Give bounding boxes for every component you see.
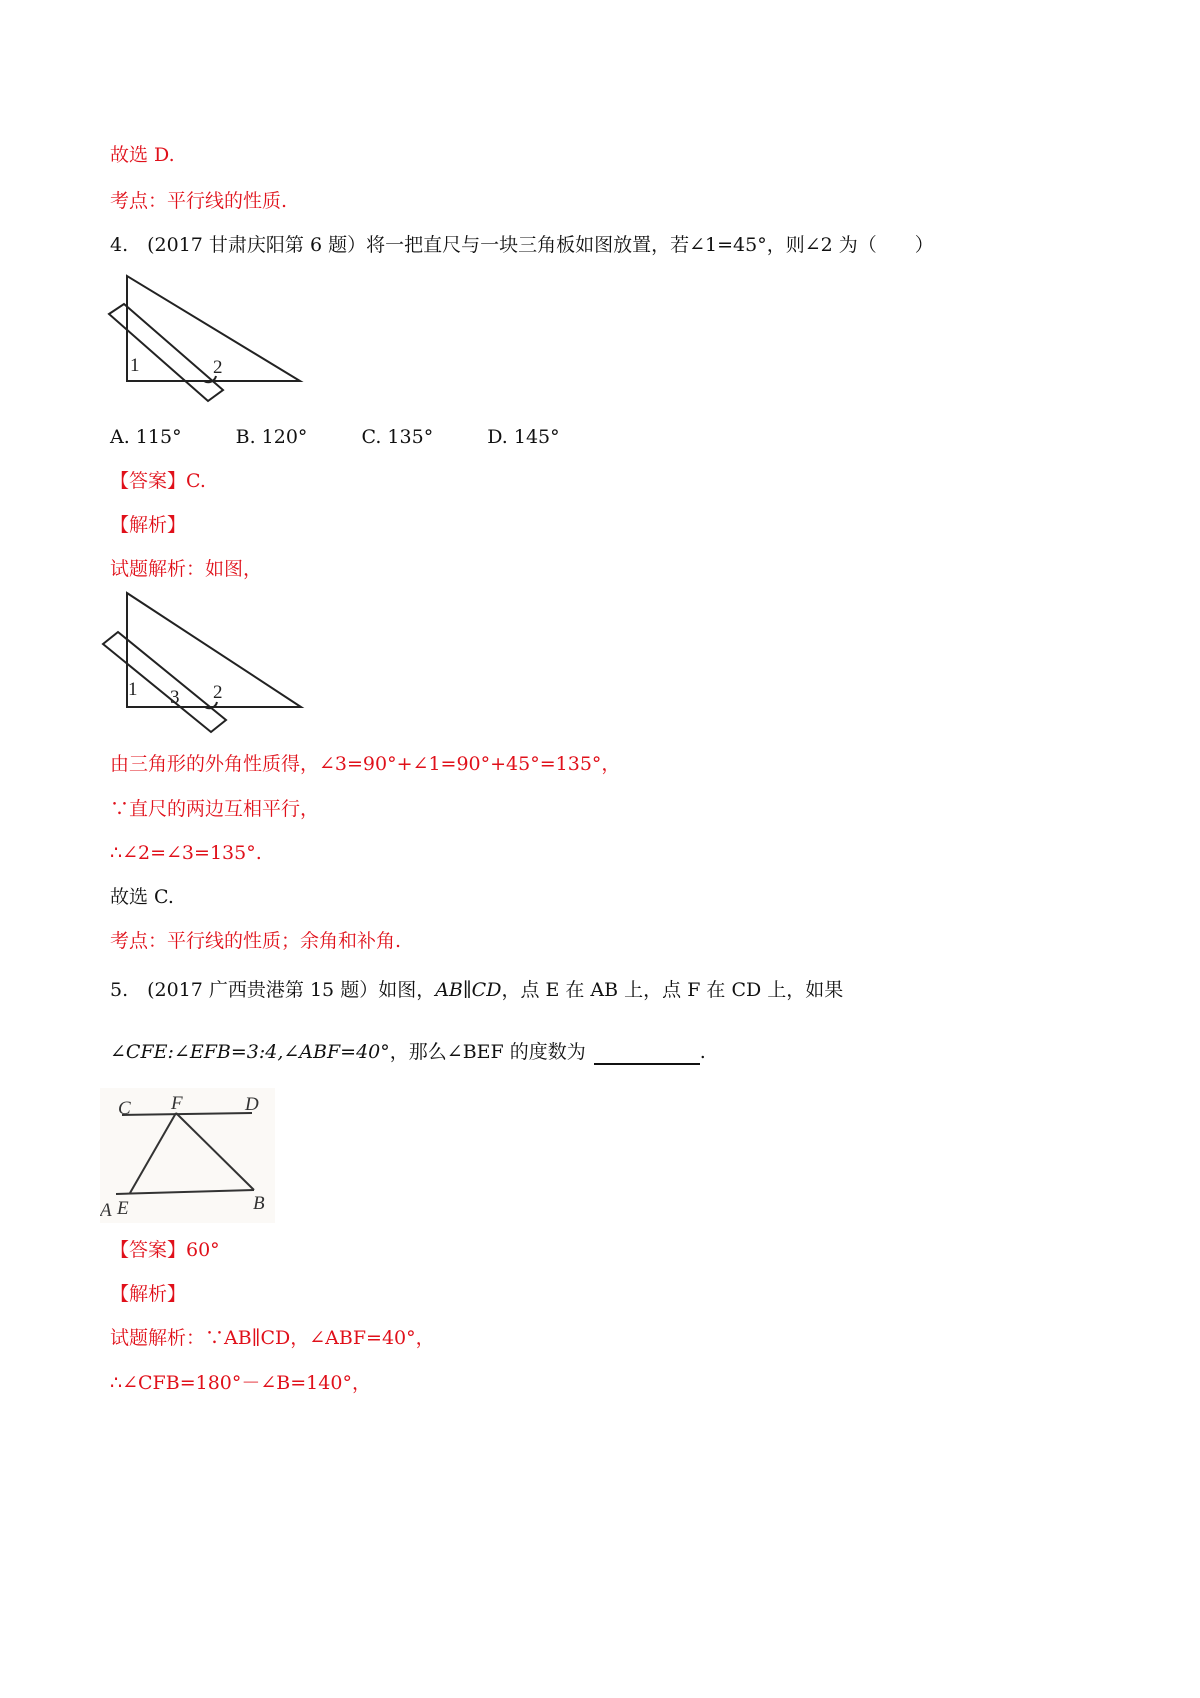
q4-step-3: ∴∠2=∠3=135°. <box>110 842 262 864</box>
q5-answer: 【答案】60° <box>110 1239 220 1261</box>
label-d: D <box>245 1094 259 1115</box>
q4-stem: 4. (2017 甘肃庆阳第 6 题）将一把直尺与一块三角板如图放置，若∠1=45°，则∠2 为（ ） <box>110 234 934 256</box>
angle-1-label: 1 <box>130 355 140 376</box>
angle-3-label: 3 <box>170 687 180 708</box>
q4-conclusion: 故选 C. <box>110 886 174 908</box>
label-c: C <box>118 1098 131 1119</box>
q4-step-2: ∵直尺的两边互相平行， <box>110 798 320 820</box>
q5-figure <box>100 1088 275 1223</box>
q4-step-1: 由三角形的外角性质得，∠3=90°+∠1=90°+45°=135°， <box>110 753 621 775</box>
label-e: E <box>117 1198 129 1219</box>
q4-topic: 考点：平行线的性质；余角和补角. <box>110 930 402 952</box>
option-b: B. 120° <box>235 426 308 448</box>
q5-step-1: 试题解析：∵AB∥CD，∠ABF=40°， <box>110 1327 435 1349</box>
angle-2-label: 2 <box>213 357 223 378</box>
option-a: A. 115° <box>110 426 182 448</box>
answer-blank[interactable] <box>594 1043 700 1065</box>
q5-question: ，那么∠BEF 的度数为 <box>389 1041 586 1063</box>
q5-period: . <box>699 1041 706 1063</box>
option-c: C. 135° <box>361 426 434 448</box>
q4-options <box>110 424 608 450</box>
q5-points-statement: ，点 E 在 AB 上，点 F 在 CD 上，如果 <box>501 979 844 1001</box>
q5-step-2: ∴∠CFB=180°－∠B=140°， <box>110 1372 371 1394</box>
label-f: F <box>171 1093 183 1114</box>
angle-1-label: 1 <box>128 679 138 700</box>
label-a: A <box>100 1200 112 1221</box>
prev-topic: 考点：平行线的性质. <box>110 190 288 212</box>
q5-parallel-statement: AB∥CD <box>435 979 502 1001</box>
angle-2-label: 2 <box>213 682 223 703</box>
option-d: D. 145° <box>487 426 560 448</box>
q4-analysis-heading: 【解析】 <box>110 514 187 536</box>
q4-figure <box>100 268 310 418</box>
q5-condition-line <box>110 1039 706 1065</box>
q5-analysis-heading: 【解析】 <box>110 1283 187 1305</box>
q4-answer: 【答案】C. <box>110 470 206 492</box>
q5-stem <box>110 977 843 1003</box>
q5-condition: ∠CFE:∠EFB=3:4,∠ABF=40° <box>110 1041 390 1063</box>
prev-conclusion: 故选 D. <box>110 144 175 166</box>
label-b: B <box>253 1193 265 1214</box>
ruler-strip <box>103 632 226 732</box>
q4-solution-figure <box>100 590 310 740</box>
q5-stem-prefix: 5. (2017 广西贵港第 15 题）如图， <box>110 979 436 1001</box>
q4-analysis-intro: 试题解析：如图， <box>110 558 263 580</box>
